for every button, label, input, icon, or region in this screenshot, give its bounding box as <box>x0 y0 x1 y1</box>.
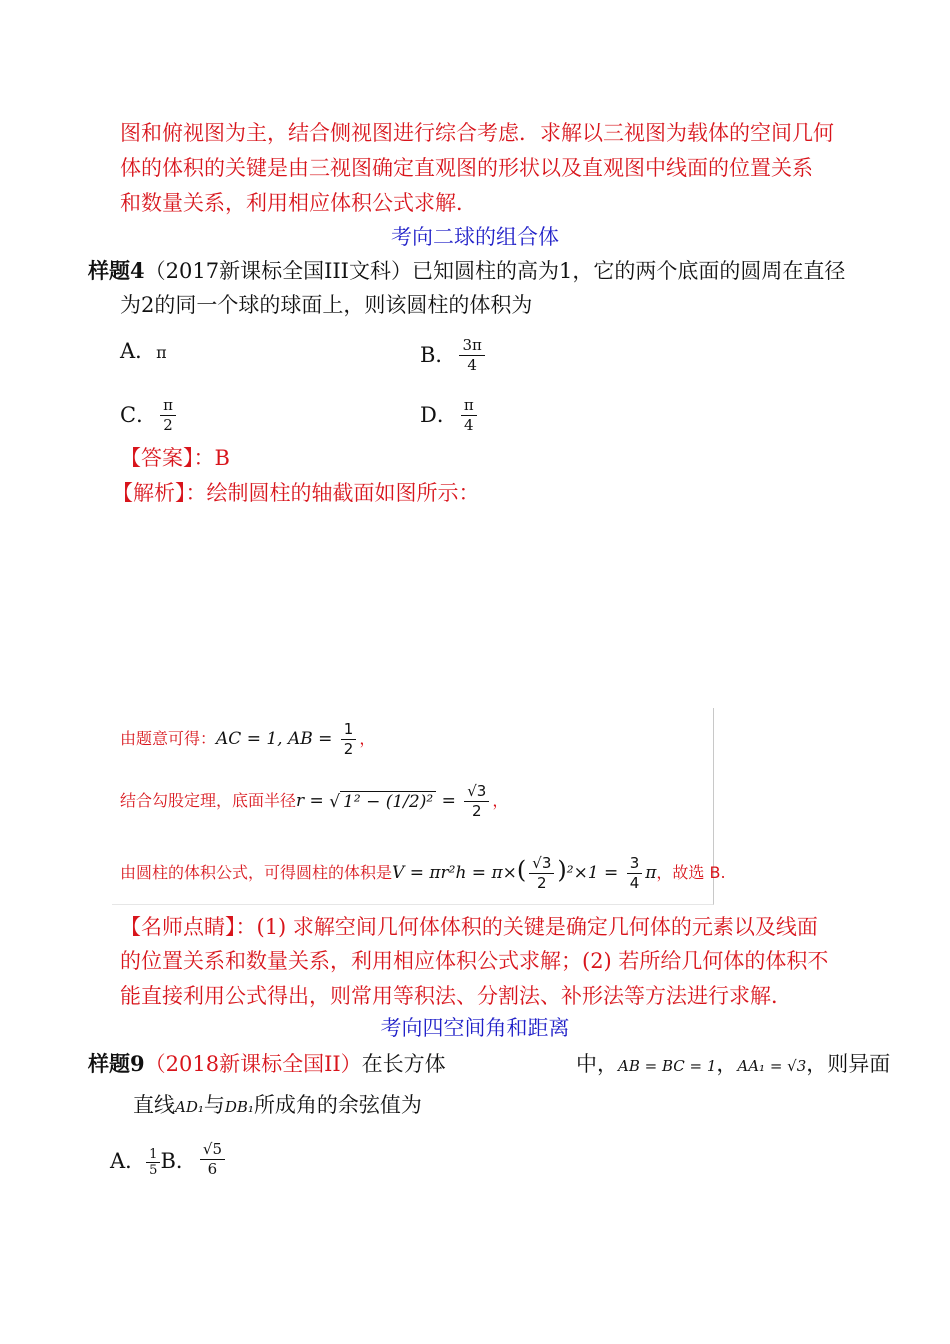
analysis-label: 【解析】： <box>112 481 207 505</box>
section-heading-sphere: 考向二球的组合体 <box>391 225 559 249</box>
problem-9-text-2a: 直线 <box>133 1093 175 1117</box>
solution-line-2 <box>120 782 508 821</box>
solution-line-2-num: √3 <box>464 782 489 802</box>
solution-line-2-den: 2 <box>472 802 482 820</box>
section-heading-angles: 考向四空间角和距离 <box>380 1016 570 1040</box>
option-d-den: 4 <box>464 416 474 434</box>
solution-line-3-text: 由圆柱的体积公式，可得圆柱的体积是 <box>120 863 393 882</box>
solution-line-3-paren-num: √3 <box>529 854 554 874</box>
option-d-label: D． <box>420 403 458 427</box>
problem-9-options <box>110 1140 228 1179</box>
problem-9-line-1-right <box>576 1049 890 1081</box>
solution-image <box>112 708 726 905</box>
problem-4-text-2: 为2的同一个球的球面上，则该圆柱的体积为 <box>120 293 533 317</box>
solution-line-3-mid: ²×1 = <box>566 863 624 883</box>
solution-line-1 <box>120 720 375 759</box>
problem-9-text-1b: 中， <box>576 1052 618 1076</box>
problem-9-comma: ， <box>716 1052 738 1076</box>
problem-4-line-1 <box>88 256 845 286</box>
problem-9-option-a-den: 5 <box>149 1163 158 1178</box>
solution-line-3 <box>120 854 726 893</box>
solution-line-1-text: 由题意可得： <box>120 729 217 748</box>
option-d <box>420 396 480 435</box>
problem-9-option-b-label: B． <box>160 1149 197 1173</box>
option-a <box>120 336 167 368</box>
solution-line-3-paren-den: 2 <box>537 874 547 892</box>
sqrt-body: 1² − (1/2)² <box>340 791 436 812</box>
problem-9-source: （2018新课标全国II） <box>144 1052 362 1076</box>
problem-9-cond-1: AB = BC = 1 <box>618 1057 717 1075</box>
problem-4-label: 样题4 <box>88 258 145 283</box>
solution-line-3-fraction <box>627 854 643 893</box>
solution-line-3-pi: π <box>645 863 657 883</box>
right-paren: ) <box>557 856 567 884</box>
intro-line-3: 和数量关系，利用相应体积公式求解． <box>120 191 477 215</box>
solution-line-3-num: 3 <box>627 854 643 874</box>
problem-9-option-a-label: A． <box>110 1149 147 1173</box>
option-b-fraction <box>459 336 484 375</box>
tip-line-3: 能直接利用公式得出，则常用等积法、分割法、补形法等方法进行求解． <box>120 984 792 1008</box>
solution-line-2-math: r = <box>296 791 330 811</box>
answer-label: 【答案】： <box>120 446 215 470</box>
option-c-num: π <box>160 396 176 416</box>
solution-line-2-tail: ， <box>492 791 509 810</box>
option-a-label: A． <box>120 339 157 363</box>
problem-9-db1: DB₁ <box>224 1098 254 1116</box>
solution-line-3-tail: ，故选 B. <box>656 863 726 882</box>
problem-4-text-1: 已知圆柱的高为1，它的两个底面的圆周在直径 <box>411 259 846 283</box>
problem-9-text-2c: 所成角的余弦值为 <box>253 1093 422 1117</box>
solution-line-3-den: 4 <box>629 874 640 892</box>
option-b-den: 4 <box>467 356 477 374</box>
solution-line-2-eq: = <box>436 791 462 811</box>
tip-line-2: 的位置关系和数量关系，利用相应体积公式求解；(2) 若所给几何体的体积不 <box>120 949 829 973</box>
solution-line-2-text: 结合勾股定理，底面半径 <box>120 791 297 810</box>
option-b-label: B． <box>420 343 457 367</box>
problem-9-label: 样题9 <box>88 1051 145 1076</box>
option-c-fraction <box>160 396 176 435</box>
option-c-label: C． <box>120 403 158 427</box>
problem-9-option-a-fraction <box>146 1147 160 1178</box>
option-b <box>420 336 488 375</box>
option-c <box>120 396 179 435</box>
option-a-value: π <box>156 343 167 362</box>
intro-line-1: 图和俯视图为主，结合侧视图进行综合考虑．求解以三视图为载体的空间几何 <box>120 121 834 145</box>
left-paren: ( <box>516 856 527 884</box>
problem-9-text-2b: 与 <box>203 1093 225 1117</box>
answer-line <box>120 443 230 473</box>
tip-line-1: 【名师点睛】：(1) 求解空间几何体体积的关键是确定几何体的元素以及线面 <box>120 915 818 939</box>
intro-line-2: 体的体积的关键是由三视图确定直观图的形状以及直观图中线面的位置关系 <box>120 156 813 180</box>
option-d-fraction <box>461 396 477 435</box>
solution-line-1-fraction <box>341 720 357 759</box>
problem-9-option-a-num: 1 <box>146 1147 160 1163</box>
solution-line-2-fraction <box>464 782 489 821</box>
solution-line-3-math: V = πr²h = π× <box>392 863 517 883</box>
option-d-num: π <box>461 396 477 416</box>
problem-9-cond-2: AA₁ = √3 <box>737 1057 807 1075</box>
analysis-line <box>112 478 480 508</box>
solution-line-1-math: AC = 1, AB = <box>216 729 338 749</box>
sqrt-radical: √ 1² − (1/2)² <box>329 792 436 812</box>
problem-9-line-2 <box>133 1090 422 1122</box>
option-b-num: 3π <box>459 336 484 356</box>
solution-line-1-den: 2 <box>343 740 354 758</box>
problem-9-option-b-fraction <box>200 1140 225 1179</box>
option-c-den: 2 <box>163 416 173 434</box>
problem-9-option-b-den: 6 <box>207 1160 218 1178</box>
solution-line-1-tail: ， <box>359 729 376 748</box>
answer-value: B <box>214 446 230 470</box>
problem-4-source: （2017新课标全国III文科） <box>144 259 412 283</box>
solution-line-1-num: 1 <box>341 720 357 740</box>
problem-9-text-1a: 在长方体 <box>361 1052 446 1076</box>
problem-9-text-1c: ，则异面 <box>806 1052 891 1076</box>
problem-9-option-b-num: √5 <box>200 1140 225 1160</box>
solution-line-3-paren-fraction <box>529 854 554 893</box>
problem-9-ad1: AD₁ <box>175 1098 204 1116</box>
problem-9-line-1 <box>88 1049 446 1079</box>
analysis-text: 绘制圆柱的轴截面如图所示： <box>206 481 480 505</box>
